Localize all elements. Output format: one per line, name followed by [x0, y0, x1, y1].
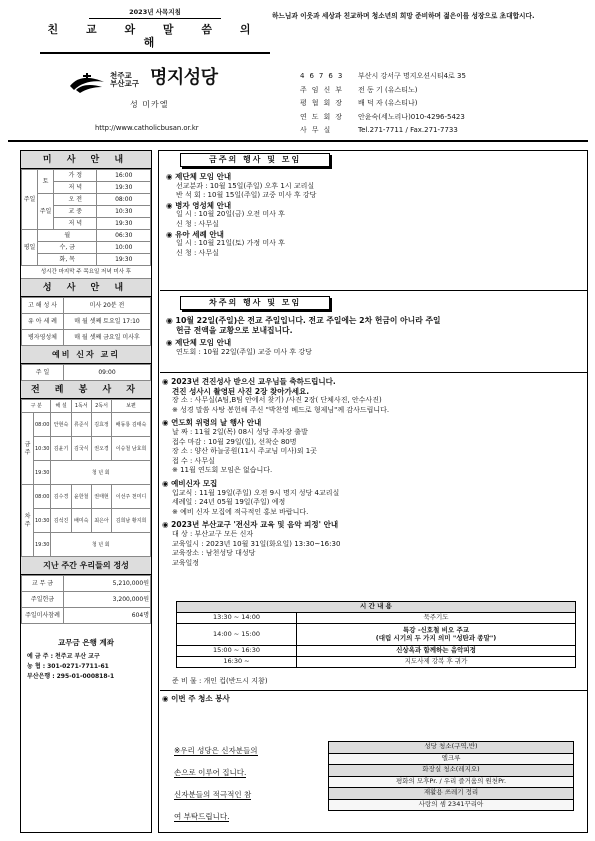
cleaning-heading: ◉ 이번 주 청소 봉사: [162, 694, 230, 703]
holy-hour-note: 성시간 마지막 주 목요일 저녁 미사 후: [21, 266, 151, 279]
education-schedule-table: 시 간 내 용 13:30 ~ 14:00 묵주기도 14:00 ~ 15:00 특강 -신호철 비오 주교 (대림 시기의 두 가지 의미 "성탄과 종말") 15:00 ~ 16:30 신상옥과 함께하는 음악피정 16:30 ~ 지도사제 강복 후 귀가: [176, 601, 576, 668]
next-week-title: 차주의 행사 및 모임: [180, 296, 330, 310]
bank-account: 교무금 은행 계좌 예 금 주 : 천주교 부산 교구 농 협 : 301-0271-7711-61 부산은행 : 295-01-000818-1: [27, 638, 115, 680]
church-name: 명지성당: [150, 67, 218, 88]
motto: 하느님과 이웃과 세상과 친교하며 청소년의 희망 준비하며 젊은이를 성장으로 초대합시다.: [272, 12, 535, 20]
org-diocese: 천주교 부산교구: [110, 71, 139, 89]
sacrament-table: 고 해 성 사 미사 20분 전 유 아 세 례 매 월 셋째 토요일 17:10 병자영성체 매 월 셋째 금요일 미사후: [21, 297, 151, 346]
general-notices: ◉ 2023년 견진성사 받으신 교우님들 축하드립니다. 견진 성사시 촬영된 사진 2장 찾아가세요. 장 소 : 사무실(A팀,B팀 안에서 찾기) /사진 2장( 단체사진, 안수사진) ※ 성경 말씀 사탕 봉헌해 주신 "박찬영 베드로 형제님"께 감사드립니다. ◉ 연도회 위령의 날 행사 안내 날 짜 : 11월 2일(목) 08시 성당 주차장 출발 접수 마감 : 10월 29일(일), 선착순 80명 장 소 : 양산 하늘공원(11시 주교님 미사)외 1곳 접 수 : 사무실 ※ 11월 연도회 모임은 없습니다. ◉ 예비신자 모집 입교식 : 11월 19일(주일) 오전 9시 명지 성당 4교리실 세례일 : 24년 05월 19일(주일) 예정 ※ 예비 신자 모집에 적극적인 홍보 바랍니다. ◉ 2023년 부산교구 '전신자 교육 및 음악 피정' 안내 대 상 : 부산교구 모든 신자 교육일시 : 2023년 10월 31일(화요일) 13:30~16:30 교육장소 : 남천성당 대성당 교육일정: [162, 377, 390, 567]
mass-title: 미 사 안 내: [21, 151, 151, 169]
website-link[interactable]: http://www.catholicbusan.or.kr: [95, 124, 199, 132]
next-week-events: ◉ 10월 22일(주일)은 전교 주일입니다. 전교 주일에는 2차 헌금이 아니라 주일 헌금 전액을 교황으로 보내집니다. ◉ 제단체 모임 안내 연도회 : 10월 22일(주일) 교중 미사 후 강당: [166, 316, 441, 356]
church-info: 46763 부산시 강서구 명지오션시티4로 35 주임신부 전 동 기 (유스티노) 평협회장 배 덕 자 (유스티나) 연도회장 안윤숙(세노리나)010-4296-5423 사무실 Tel.271-7711 / Fax.271-7733: [300, 72, 466, 134]
left-sidebar: [20, 150, 152, 833]
catechumen-title: 예비 신자 교리: [21, 346, 151, 364]
header-left: [40, 8, 270, 54]
year-title: 친 교 와 말 씀 의 해: [47, 22, 263, 49]
year-label: 2023년 사목지침: [89, 9, 221, 19]
schedule-supplies: 준 비 물 : 개인 컵(반드시 지참): [172, 677, 268, 685]
cleaning-table: 성당 청소(구역,반) 엘크루 화장실 청소(레지오) 평화의 모후Pr. / 우리 즐거움의 원천Pr. 재활용 쓰레기 정리 사랑의 셈 2341꾸리아: [328, 741, 574, 811]
this-week-events: ◉ 제단체 모임 안내 선교분과 : 10월 15일(주일) 오후 1시 교리실 반 석 회 : 10월 15일(주일) 교중 미사 후 강당 ◉ 병자 영성체 안내 일 시 : 10월 20일(금) 오전 미사 후 신 청 : 사무실 ◉ 유아 세례 안내 일 시 : 10월 21일(토) 가정 미사 후 신 청 : 사무실: [166, 172, 317, 257]
cleaning-message: ※우리 성당은 신자분들의 손으로 이루어 집니다. 신자분들의 적극적인 참 여 부탁드립니다.: [174, 746, 258, 821]
volunteer-title: 전 례 봉 사 자: [21, 381, 151, 399]
volunteer-table: 구 분 해 설 1독서 2독서 보편 금주 08:00 안현숙 류준식 김효정 배동룡 김태숙 10:30 김윤기 김국식 권오경 이승철 남효희 19:30 청 년 회 차주 08:00 김수경 윤한철 권태현 이선주 천미디 10:30 김석진 배미숙 최은아 김희남 황지희 19:30 청 년 회: [21, 399, 151, 557]
this-week-title: 금주의 행사 및 모임: [180, 153, 330, 167]
mass-table: 주일 토 가 정 16:00 저 녁 19:30 주일 오 전 08:00 교 중 10:30 저 녁 19:30 평일 월 06:30 수, 금 10:00 화, 목 19:30: [21, 169, 151, 266]
offering-title: 지난 주간 우리들의 정성: [21, 557, 151, 575]
offering-table: 교 무 금 5,210,000원 주일헌금 3,200,000원 주일미사참례 604명: [21, 575, 151, 624]
patron-saint: 성 미카엘: [130, 100, 169, 109]
catechumen-table: 주 일 09:00: [21, 364, 151, 381]
church-logo-icon: [68, 72, 106, 94]
sacrament-title: 성 사 안 내: [21, 279, 151, 297]
